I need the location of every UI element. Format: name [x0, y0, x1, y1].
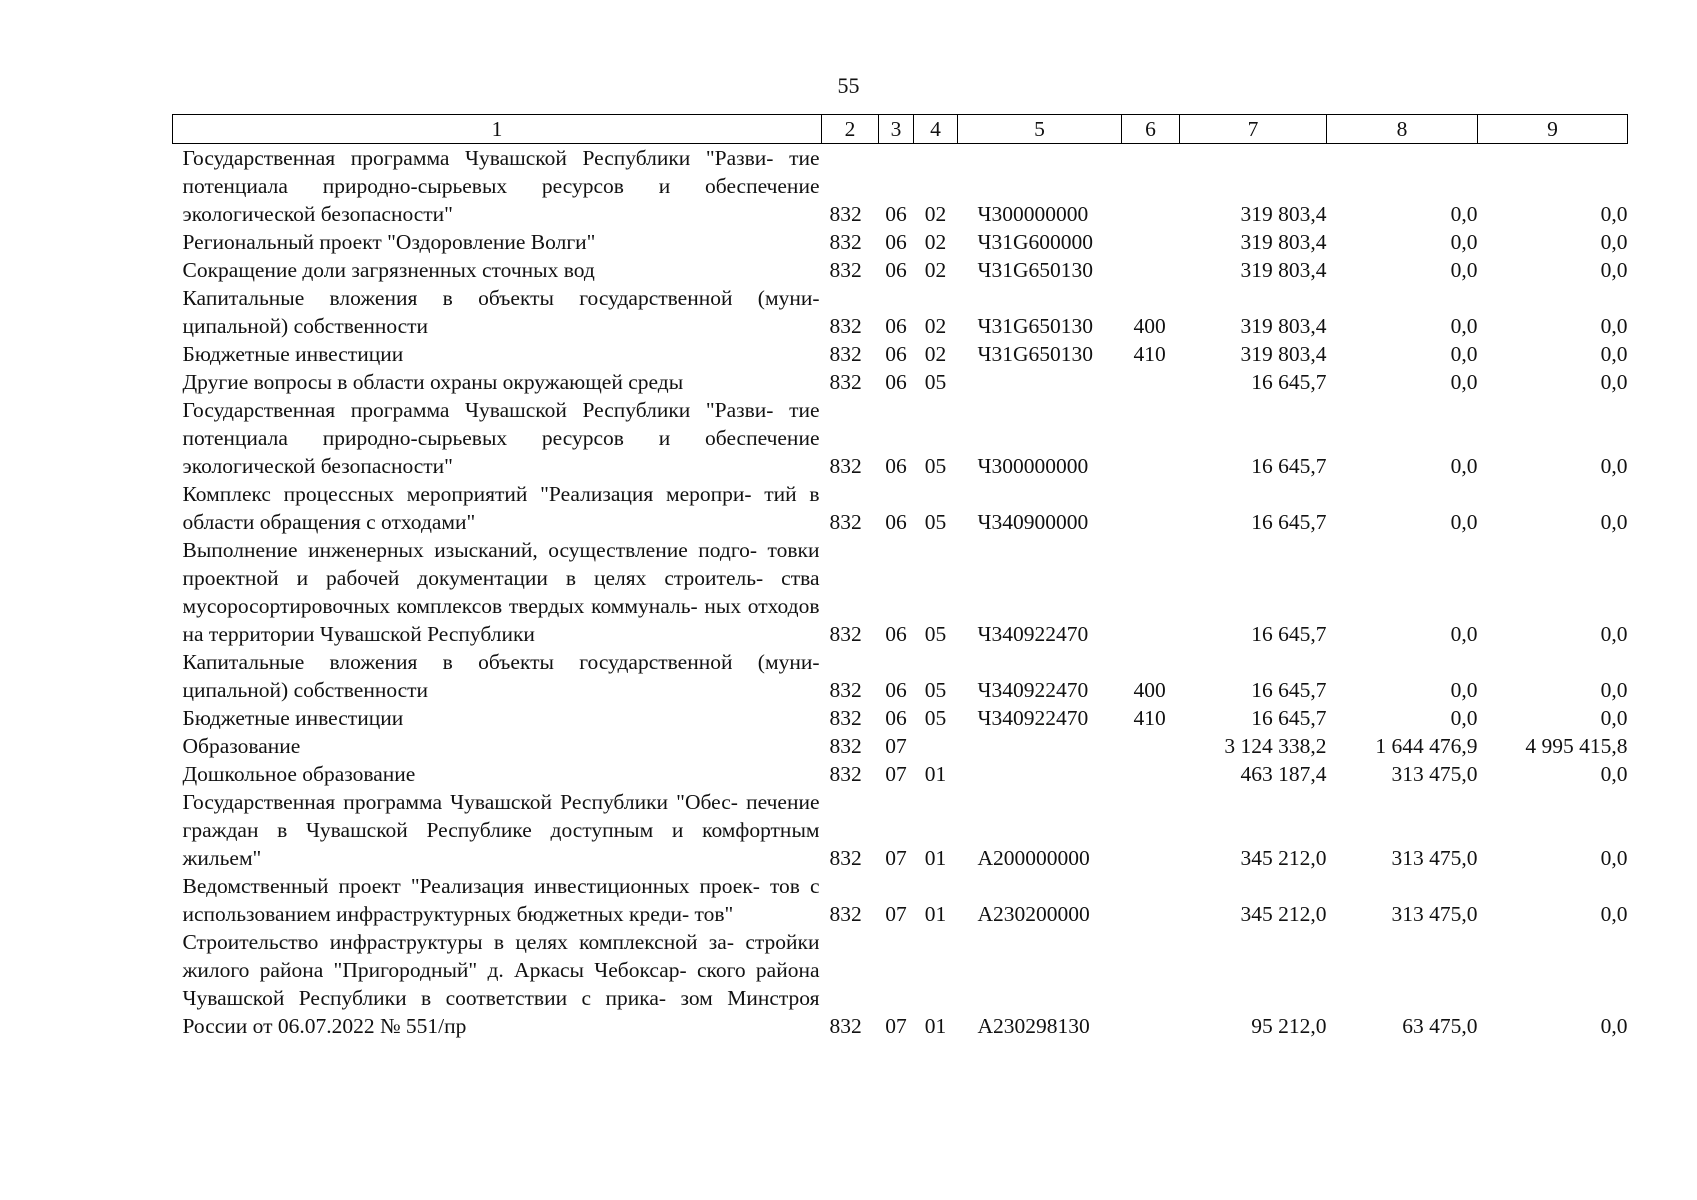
table-row [173, 228, 1628, 256]
table-row [173, 732, 1628, 760]
amount-col8: 0,0 [1450, 258, 1478, 282]
code-expense-type [1122, 256, 1180, 284]
table-row [173, 144, 1628, 229]
amount-col9: 0,0 [1600, 622, 1628, 646]
code-expense-type [1122, 144, 1180, 229]
row-name [173, 368, 822, 396]
code-gl: 832 [829, 622, 862, 646]
row-name [173, 396, 822, 480]
amount-col9: 0,0 [1600, 846, 1628, 870]
code-expense-type [1122, 928, 1180, 1040]
row-name-line: Дошкольное образование [182, 762, 416, 786]
row-name-line: Комплекс процессных мероприятий "Реализация меропри- [182, 482, 752, 506]
code-subsection: 01 [924, 846, 947, 870]
amount-col9: 0,0 [1600, 510, 1628, 534]
row-name-line: ского района Чувашской Республики в соответствии с прика- [182, 958, 820, 1010]
amount-col8: 0,0 [1450, 342, 1478, 366]
row-name-line: Ведомственный проект "Реализация инвестиционных проек- [182, 874, 760, 898]
table-row [173, 928, 1628, 1040]
amount-col7: 319 803,4 [1240, 342, 1327, 366]
code-section: 06 [885, 510, 907, 534]
code-subsection: 02 [924, 342, 947, 366]
code-target-article: Ч31G600000 [977, 230, 1093, 254]
amount-col8: 0,0 [1450, 370, 1478, 394]
amount-col7: 345 212,0 [1240, 902, 1327, 926]
row-name [173, 928, 822, 1040]
amount-col7: 3 124 338,2 [1224, 734, 1327, 758]
row-name [173, 340, 822, 368]
code-expense-type: 400 [1133, 678, 1166, 702]
code-section: 07 [885, 1014, 907, 1038]
table-row [173, 256, 1628, 284]
row-name-line: ципальной) собственности [182, 314, 429, 338]
code-section: 06 [885, 454, 907, 478]
code-gl: 832 [829, 258, 862, 282]
column-header: 5 [958, 115, 1122, 144]
code-target-article: Ч340922470 [977, 622, 1089, 646]
code-expense-type: 410 [1133, 706, 1166, 730]
code-subsection: 02 [924, 230, 947, 254]
code-subsection: 02 [924, 202, 947, 226]
table-row [173, 760, 1628, 788]
row-name-line: Капитальные вложения в объекты государственной (муни- [182, 286, 820, 310]
code-gl: 832 [829, 314, 862, 338]
code-section: 06 [885, 622, 907, 646]
table-row [173, 872, 1628, 928]
row-name-line: Строительство инфраструктуры в целях комплексной за- [182, 930, 734, 954]
code-target-article: Ч31G650130 [977, 314, 1093, 338]
code-target-article [958, 368, 1122, 396]
row-name [173, 480, 822, 536]
code-section: 07 [885, 846, 907, 870]
code-subsection: 05 [924, 454, 947, 478]
code-gl: 832 [829, 370, 862, 394]
code-target-article: Ч340922470 [977, 706, 1089, 730]
row-name [173, 648, 822, 704]
amount-col9: 0,0 [1600, 902, 1628, 926]
code-gl: 832 [829, 510, 862, 534]
table-row [173, 648, 1628, 704]
row-name-line: Бюджетные инвестиции [182, 342, 404, 366]
amount-col8: 313 475,0 [1391, 846, 1478, 870]
row-name-line: Государственная программа Чувашской Республики "Разви- [182, 398, 774, 422]
amount-col8: 1 644 476,9 [1375, 734, 1478, 758]
row-name-line: Государственная программа Чувашской Республики "Разви- [182, 146, 774, 170]
row-name-line: ципальной) собственности [182, 678, 429, 702]
code-subsection: 01 [924, 1014, 947, 1038]
code-section: 07 [885, 762, 907, 786]
row-name [173, 760, 822, 788]
row-name-line: ства мусоросортировочных комплексов твердых коммуналь- [182, 566, 820, 618]
amount-col7: 319 803,4 [1240, 230, 1327, 254]
code-target-article: А230298130 [977, 1014, 1090, 1038]
code-gl: 832 [829, 230, 862, 254]
column-header: 8 [1327, 115, 1478, 144]
column-header: 6 [1122, 115, 1180, 144]
row-name [173, 732, 822, 760]
code-section: 06 [885, 342, 907, 366]
amount-col9: 0,0 [1600, 762, 1628, 786]
amount-col9: 0,0 [1600, 258, 1628, 282]
amount-col9: 0,0 [1600, 370, 1628, 394]
code-section: 06 [885, 230, 907, 254]
code-target-article: А200000000 [977, 846, 1090, 870]
code-gl: 832 [829, 202, 862, 226]
amount-col9: 0,0 [1600, 314, 1628, 338]
amount-col7: 319 803,4 [1240, 258, 1327, 282]
code-gl: 832 [829, 734, 862, 758]
code-gl: 832 [829, 846, 862, 870]
code-subsection: 05 [924, 678, 947, 702]
row-name-line: тие потенциала природно-сырьевых ресурсов и обеспечение [182, 398, 820, 450]
table-row [173, 536, 1628, 648]
header-row [173, 115, 1628, 144]
row-name-line: Бюджетные инвестиции [182, 706, 404, 730]
code-expense-type [1122, 480, 1180, 536]
amount-col8: 0,0 [1450, 454, 1478, 478]
code-target-article: Ч340922470 [977, 678, 1089, 702]
code-subsection: 05 [924, 706, 947, 730]
amount-col9: 0,0 [1600, 706, 1628, 730]
code-gl: 832 [829, 902, 862, 926]
code-target-article: Ч340900000 [977, 510, 1089, 534]
amount-col7: 95 212,0 [1251, 1014, 1327, 1038]
amount-col9: 0,0 [1600, 1014, 1628, 1038]
amount-col7: 16 645,7 [1251, 510, 1327, 534]
code-subsection: 05 [924, 622, 947, 646]
code-section: 06 [885, 202, 907, 226]
row-name-line: тий в области обращения с отходами" [182, 482, 820, 534]
column-header: 4 [914, 115, 958, 144]
amount-col9: 0,0 [1600, 202, 1628, 226]
row-name [173, 284, 822, 340]
page-number: 55 [837, 73, 860, 98]
budget-table [172, 114, 1628, 1040]
code-subsection: 02 [924, 314, 947, 338]
row-name-line: печение граждан в Чувашской Республике доступным и [182, 790, 820, 842]
row-name-line: экологической безопасности" [182, 202, 453, 226]
code-section: 06 [885, 706, 907, 730]
row-name-line: Сокращение доли загрязненных сточных вод [182, 258, 595, 282]
code-subsection: 01 [924, 762, 947, 786]
amount-col7: 16 645,7 [1251, 370, 1327, 394]
amount-col8: 0,0 [1450, 510, 1478, 534]
code-section: 06 [885, 678, 907, 702]
code-subsection: 05 [924, 370, 947, 394]
row-name-line: зом Минстроя России от 06.07.2022 № 551/пр [182, 986, 820, 1038]
table-header [173, 115, 1628, 144]
code-expense-type [1122, 760, 1180, 788]
code-section: 06 [885, 258, 907, 282]
amount-col7: 345 212,0 [1240, 846, 1327, 870]
amount-col8: 63 475,0 [1402, 1014, 1478, 1038]
code-target-article: Ч300000000 [977, 202, 1089, 226]
amount-col7: 16 645,7 [1251, 706, 1327, 730]
column-header: 3 [879, 115, 914, 144]
code-expense-type: 400 [1133, 314, 1166, 338]
row-name-line: Капитальные вложения в объекты государственной (муни- [182, 650, 820, 674]
code-expense-type [1122, 732, 1180, 760]
row-name [173, 536, 822, 648]
amount-col8: 313 475,0 [1391, 762, 1478, 786]
code-expense-type [1122, 228, 1180, 256]
amount-col7: 319 803,4 [1240, 202, 1327, 226]
amount-col8: 313 475,0 [1391, 902, 1478, 926]
row-name-line: стройки жилого района "Пригородный" д. Аркасы Чебоксар- [182, 930, 820, 982]
code-gl: 832 [829, 342, 862, 366]
row-name-line: комфортным жильем" [182, 818, 820, 870]
table-row [173, 396, 1628, 480]
row-name-line: тов" [694, 902, 734, 926]
code-subsection [914, 732, 958, 760]
code-expense-type [1122, 368, 1180, 396]
code-target-article [958, 760, 1122, 788]
row-name [173, 788, 822, 872]
code-target-article: Ч31G650130 [977, 342, 1093, 366]
amount-col7: 16 645,7 [1251, 454, 1327, 478]
amount-col8: 0,0 [1450, 314, 1478, 338]
table-row [173, 340, 1628, 368]
code-subsection: 01 [924, 902, 947, 926]
code-expense-type: 410 [1133, 342, 1166, 366]
amount-col7: 16 645,7 [1251, 678, 1327, 702]
code-gl: 832 [829, 706, 862, 730]
code-section: 06 [885, 370, 907, 394]
row-name-line: Государственная программа Чувашской Республики "Обес- [182, 790, 738, 814]
code-target-article [958, 732, 1122, 760]
code-expense-type [1122, 536, 1180, 648]
amount-col9: 4 995 415,8 [1525, 734, 1628, 758]
amount-col9: 0,0 [1600, 342, 1628, 366]
amount-col7: 319 803,4 [1240, 314, 1327, 338]
code-gl: 832 [829, 678, 862, 702]
table-row [173, 368, 1628, 396]
column-header: 1 [173, 115, 822, 144]
code-section: 06 [885, 314, 907, 338]
amount-col8: 0,0 [1450, 230, 1478, 254]
table-row [173, 284, 1628, 340]
code-expense-type [1122, 788, 1180, 872]
row-name-line: Другие вопросы в области охраны окружающей среды [182, 370, 684, 394]
amount-col9: 0,0 [1600, 454, 1628, 478]
code-gl: 832 [829, 1014, 862, 1038]
row-name [173, 704, 822, 732]
code-expense-type [1122, 396, 1180, 480]
table-body [173, 144, 1628, 1041]
row-name [173, 256, 822, 284]
row-name-line: товки проектной и рабочей документации в целях строитель- [182, 538, 820, 590]
code-subsection: 02 [924, 258, 947, 282]
row-name-line: Выполнение инженерных изысканий, осуществление подго- [182, 538, 758, 562]
row-name [173, 872, 822, 928]
table-row [173, 480, 1628, 536]
amount-col8: 0,0 [1450, 678, 1478, 702]
code-expense-type [1122, 872, 1180, 928]
row-name-line: Образование [182, 734, 301, 758]
code-target-article: Ч31G650130 [977, 258, 1093, 282]
amount-col8: 0,0 [1450, 706, 1478, 730]
amount-col8: 0,0 [1450, 622, 1478, 646]
row-name-line: экологической безопасности" [182, 454, 453, 478]
column-header: 7 [1180, 115, 1327, 144]
row-name-line: Региональный проект "Оздоровление Волги" [182, 230, 596, 254]
code-gl: 832 [829, 762, 862, 786]
amount-col7: 16 645,7 [1251, 622, 1327, 646]
table-row [173, 704, 1628, 732]
code-target-article: А230200000 [977, 902, 1090, 926]
code-subsection: 05 [924, 510, 947, 534]
amount-col8: 0,0 [1450, 202, 1478, 226]
row-name-line: ных отходов на территории Чувашской Республики [182, 594, 820, 646]
column-header: 9 [1478, 115, 1628, 144]
column-header: 2 [822, 115, 879, 144]
code-gl: 832 [829, 454, 862, 478]
row-name [173, 144, 822, 229]
row-name-line: тов с использованием инфраструктурных бюджетных креди- [182, 874, 820, 926]
code-section: 07 [885, 734, 907, 758]
code-section: 07 [885, 902, 907, 926]
amount-col9: 0,0 [1600, 678, 1628, 702]
code-target-article: Ч300000000 [977, 454, 1089, 478]
row-name-line: тие потенциала природно-сырьевых ресурсов и обеспечение [182, 146, 820, 198]
amount-col7: 463 187,4 [1240, 762, 1327, 786]
table-row [173, 788, 1628, 872]
row-name [173, 228, 822, 256]
amount-col9: 0,0 [1600, 230, 1628, 254]
